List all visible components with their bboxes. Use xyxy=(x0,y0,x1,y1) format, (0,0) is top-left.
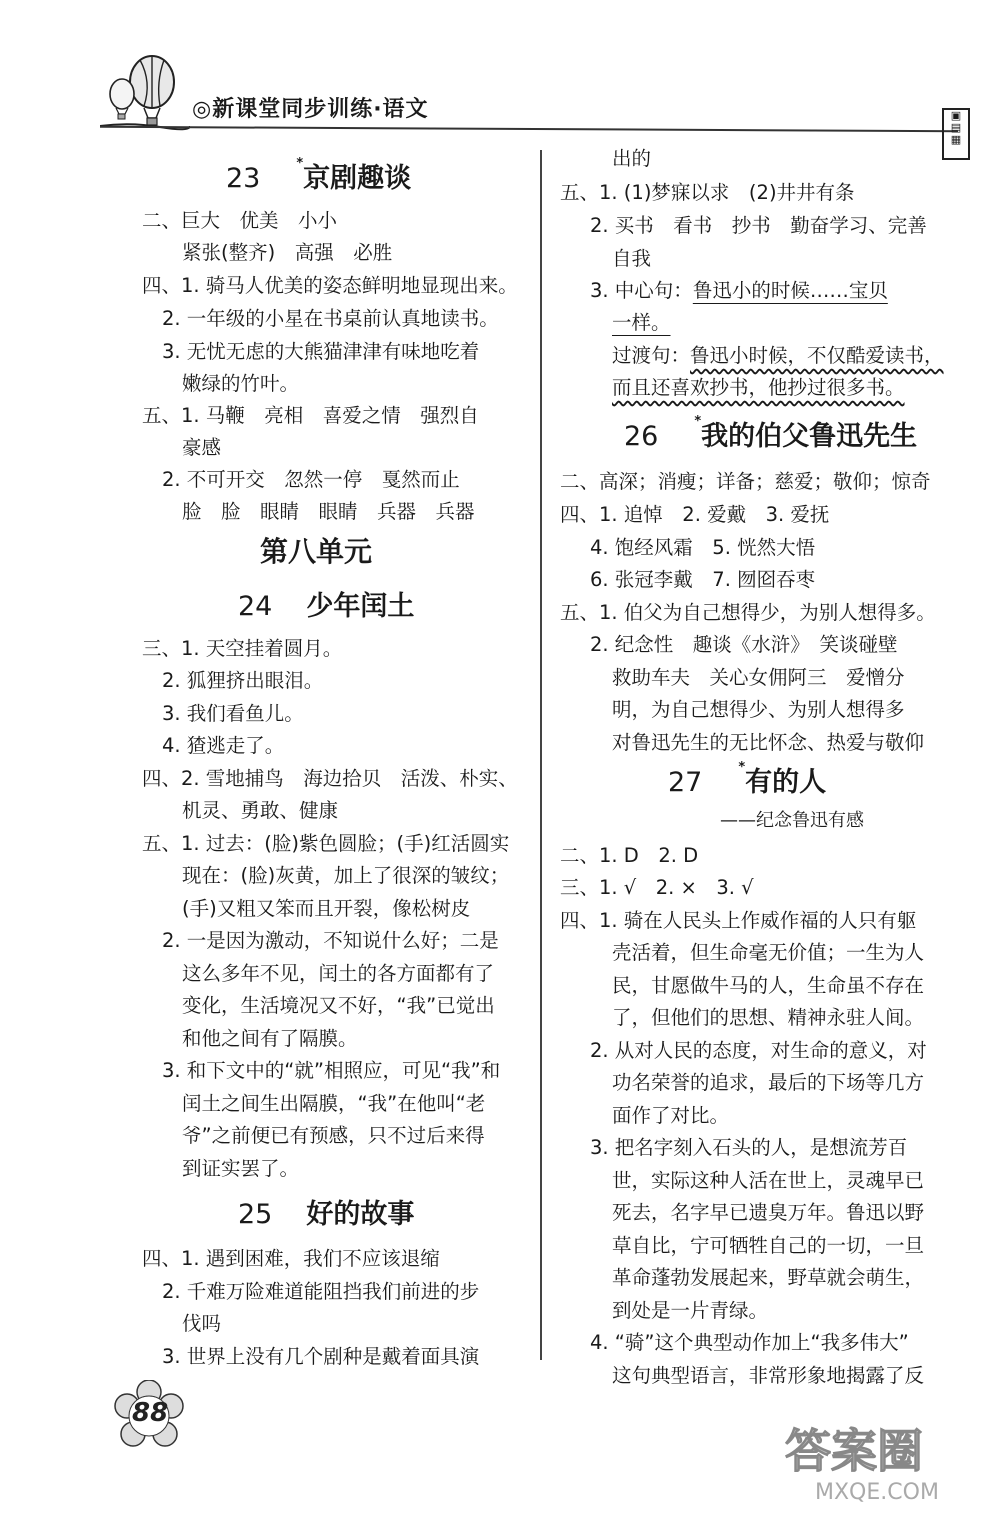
answer-line: 自我 xyxy=(612,247,652,270)
answer-line: (手)又粗又笨而且开裂，像松树皮 xyxy=(182,897,471,920)
answer-line: 面作了对比。 xyxy=(612,1104,730,1127)
answer-line: 五、1. 伯父为自己想得少，为别人想得多。 xyxy=(560,601,936,624)
answer-line: 草自比，宁可牺牲自己的一切，一旦 xyxy=(612,1234,925,1257)
answer-line: 3. 把名字刻入石头的人，是想流芳百 xyxy=(590,1136,908,1159)
answer-line: 2. 从对人民的态度，对生命的意义，对 xyxy=(590,1039,927,1062)
answer-line: 机灵、勇敢、健康 xyxy=(182,799,339,822)
answer-line: 豪感 xyxy=(182,436,222,459)
answer-line: 3. 世界上没有几个剧种是戴着面具演 xyxy=(162,1345,480,1368)
answer-line: 二、高深；消瘦；详备；慈爱；敬仰；惊奇 xyxy=(560,470,931,493)
answer-line: 3. 我们看鱼儿。 xyxy=(162,702,304,725)
watermark-stamp xyxy=(775,1415,985,1505)
answer-line: 壳活着，但生命毫无价值；一生为人 xyxy=(612,941,925,964)
answer-line: 到处是一片青绿。 xyxy=(612,1299,769,1322)
answer-line: 三、1. √ 2. × 3. √ xyxy=(560,876,754,899)
answer-line: 民，甘愿做牛马的人，生命虽不存在 xyxy=(612,974,925,997)
answer-line: 嫩绿的竹叶。 xyxy=(182,372,300,395)
header-title: ◎新课堂同步训练·语文 xyxy=(192,97,429,122)
section-title-27: 27 *有的人 xyxy=(668,760,827,798)
answer-line: 6. 张冠李戴 7. 囫囵吞枣 xyxy=(590,568,816,591)
answer-line: 3. 无忧无虑的大熊猫津津有味地吃着 xyxy=(162,340,480,363)
hot-air-balloon-icon xyxy=(100,52,190,132)
answer-line: 2. 一年级的小星在书桌前认真地读书。 xyxy=(162,307,499,330)
section-title-23: 23 *京剧趣谈 xyxy=(226,156,412,194)
answer-line: 一样。 xyxy=(612,311,671,334)
section-title-26: 26 *我的伯父鲁迅先生 xyxy=(624,414,918,452)
answer-line: 五、1. 过去：(脸)紫色圆脸；(手)红活圆实 xyxy=(142,832,510,855)
answer-line: 4. 饱经风霜 5. 恍然大悟 xyxy=(590,536,816,559)
answer-line: 功名荣誉的追求，最后的下场等几方 xyxy=(612,1071,925,1094)
answer-line: 4. “骑”这个典型动作加上“我多伟大” xyxy=(590,1331,909,1354)
answer-line: 五、1. (1)梦寐以求 (2)井井有条 xyxy=(560,181,855,204)
header-rule xyxy=(100,126,958,132)
answer-line: 3. 和下文中的“就”相照应，可见“我”和 xyxy=(162,1059,501,1082)
answer-line: 明，为自己想得少、为别人想得多 xyxy=(612,698,905,721)
answer-line: 变化，生活境况又不好，“我”已觉出 xyxy=(182,994,495,1017)
answer-line: 二、1. D 2. D xyxy=(560,844,699,867)
answer-line: 和他之间有了隔膜。 xyxy=(182,1027,358,1050)
answer-line: 脸 脸 眼睛 眼睛 兵器 兵器 xyxy=(182,500,475,523)
answer-line: 三、1. 天空挂着圆月。 xyxy=(142,637,343,660)
answer-line: 救助车夫 关心女佣阿三 爱憎分 xyxy=(612,666,905,689)
section-title-24: 24 少年闰土 xyxy=(238,591,415,622)
answer-line: 四、1. 遇到困难，我们不应该退缩 xyxy=(142,1247,440,1270)
column-divider xyxy=(540,150,542,1360)
answer-line: 出的 xyxy=(612,147,652,170)
section-title-25: 25 好的故事 xyxy=(238,1199,415,1230)
page-number: 88 xyxy=(132,1398,169,1428)
page-header xyxy=(0,0,1000,150)
answer-line: 四、1. 骑在人民头上作威作福的人只有躯 xyxy=(560,909,917,932)
answer-line: 4. 猹逃走了。 xyxy=(162,734,285,757)
corner-bookmark-icon: ▣ ▤ ▦ xyxy=(942,108,970,160)
answer-line: 了，但他们的思想、精神永驻人间。 xyxy=(612,1006,925,1029)
answer-line: 四、1. 追悼 2. 爱戴 3. 爱抚 xyxy=(560,503,830,526)
answer-line: 2. 千难万险难道能阻挡我们前进的步 xyxy=(162,1280,480,1303)
answer-line: 2. 不可开交 忽然一停 戛然而止 xyxy=(162,468,460,491)
answer-line: 二、巨大 优美 小小 xyxy=(142,209,338,232)
answer-line: 革命蓬勃发展起来，野草就会萌生， xyxy=(612,1266,925,1289)
answer-line: 死去，名字早已遗臭万年。鲁迅以野 xyxy=(612,1201,925,1224)
answer-line: 到证实罢了。 xyxy=(182,1157,300,1180)
answer-line: 闰土之间生出隔膜，“我”在他叫“老 xyxy=(182,1092,486,1115)
answer-line: 世，实际这种人活在世上，灵魂早已 xyxy=(612,1169,925,1192)
answer-line: 五、1. 马鞭 亮相 喜爱之情 强烈自 xyxy=(142,404,479,427)
answer-line: 而且还喜欢抄书，他抄过很多书。 xyxy=(612,376,905,399)
answer-line: 紧张(整齐) 高强 必胜 xyxy=(182,241,393,264)
answer-line: 这么多年不见，闰土的各方面都有了 xyxy=(182,962,495,985)
answer-line: 爷”之前便已有预感，只不过后来得 xyxy=(182,1124,485,1147)
section-subtitle: ——纪念鲁迅有感 xyxy=(720,810,864,831)
answer-line: 对鲁迅先生的无比怀念、热爱与敬仰 xyxy=(612,731,925,754)
unit-title: 第八单元 xyxy=(260,535,373,568)
answer-line: 四、1. 骑马人优美的姿态鲜明地显现出来。 xyxy=(142,274,518,297)
answer-line: 3. 中心句：鲁迅小的时候……宝贝 xyxy=(590,279,888,302)
answer-line: 2. 买书 看书 抄书 勤奋学习、完善 xyxy=(590,214,927,237)
answer-line: 2. 狐狸挤出眼泪。 xyxy=(162,669,324,692)
answer-line: 2. 纪念性 趣谈《水浒》 笑谈碰壁 xyxy=(590,633,898,656)
answer-line: 过渡句：鲁迅小时候，不仅酷爱读书， xyxy=(612,344,944,367)
answer-line: 伐吗 xyxy=(182,1312,222,1335)
answer-line: 2. 一是因为激动，不知说什么好；二是 xyxy=(162,929,499,952)
answer-line: 这句典型语言，非常形象地揭露了反 xyxy=(612,1364,925,1387)
svg-text:答案圈: 答案圈 xyxy=(785,1424,923,1478)
answer-line: 四、2. 雪地捕鸟 海边拾贝 活泼、朴实、 xyxy=(142,767,518,790)
transition-sentence: 鲁迅小时候，不仅酷爱读书， xyxy=(690,344,944,367)
svg-text:MXQE.COM: MXQE.COM xyxy=(815,1480,939,1505)
answer-line: 现在：(脸)灰黄，加上了很深的皱纹； xyxy=(182,864,510,887)
center-sentence: 鲁迅小的时候……宝贝 xyxy=(692,279,888,302)
